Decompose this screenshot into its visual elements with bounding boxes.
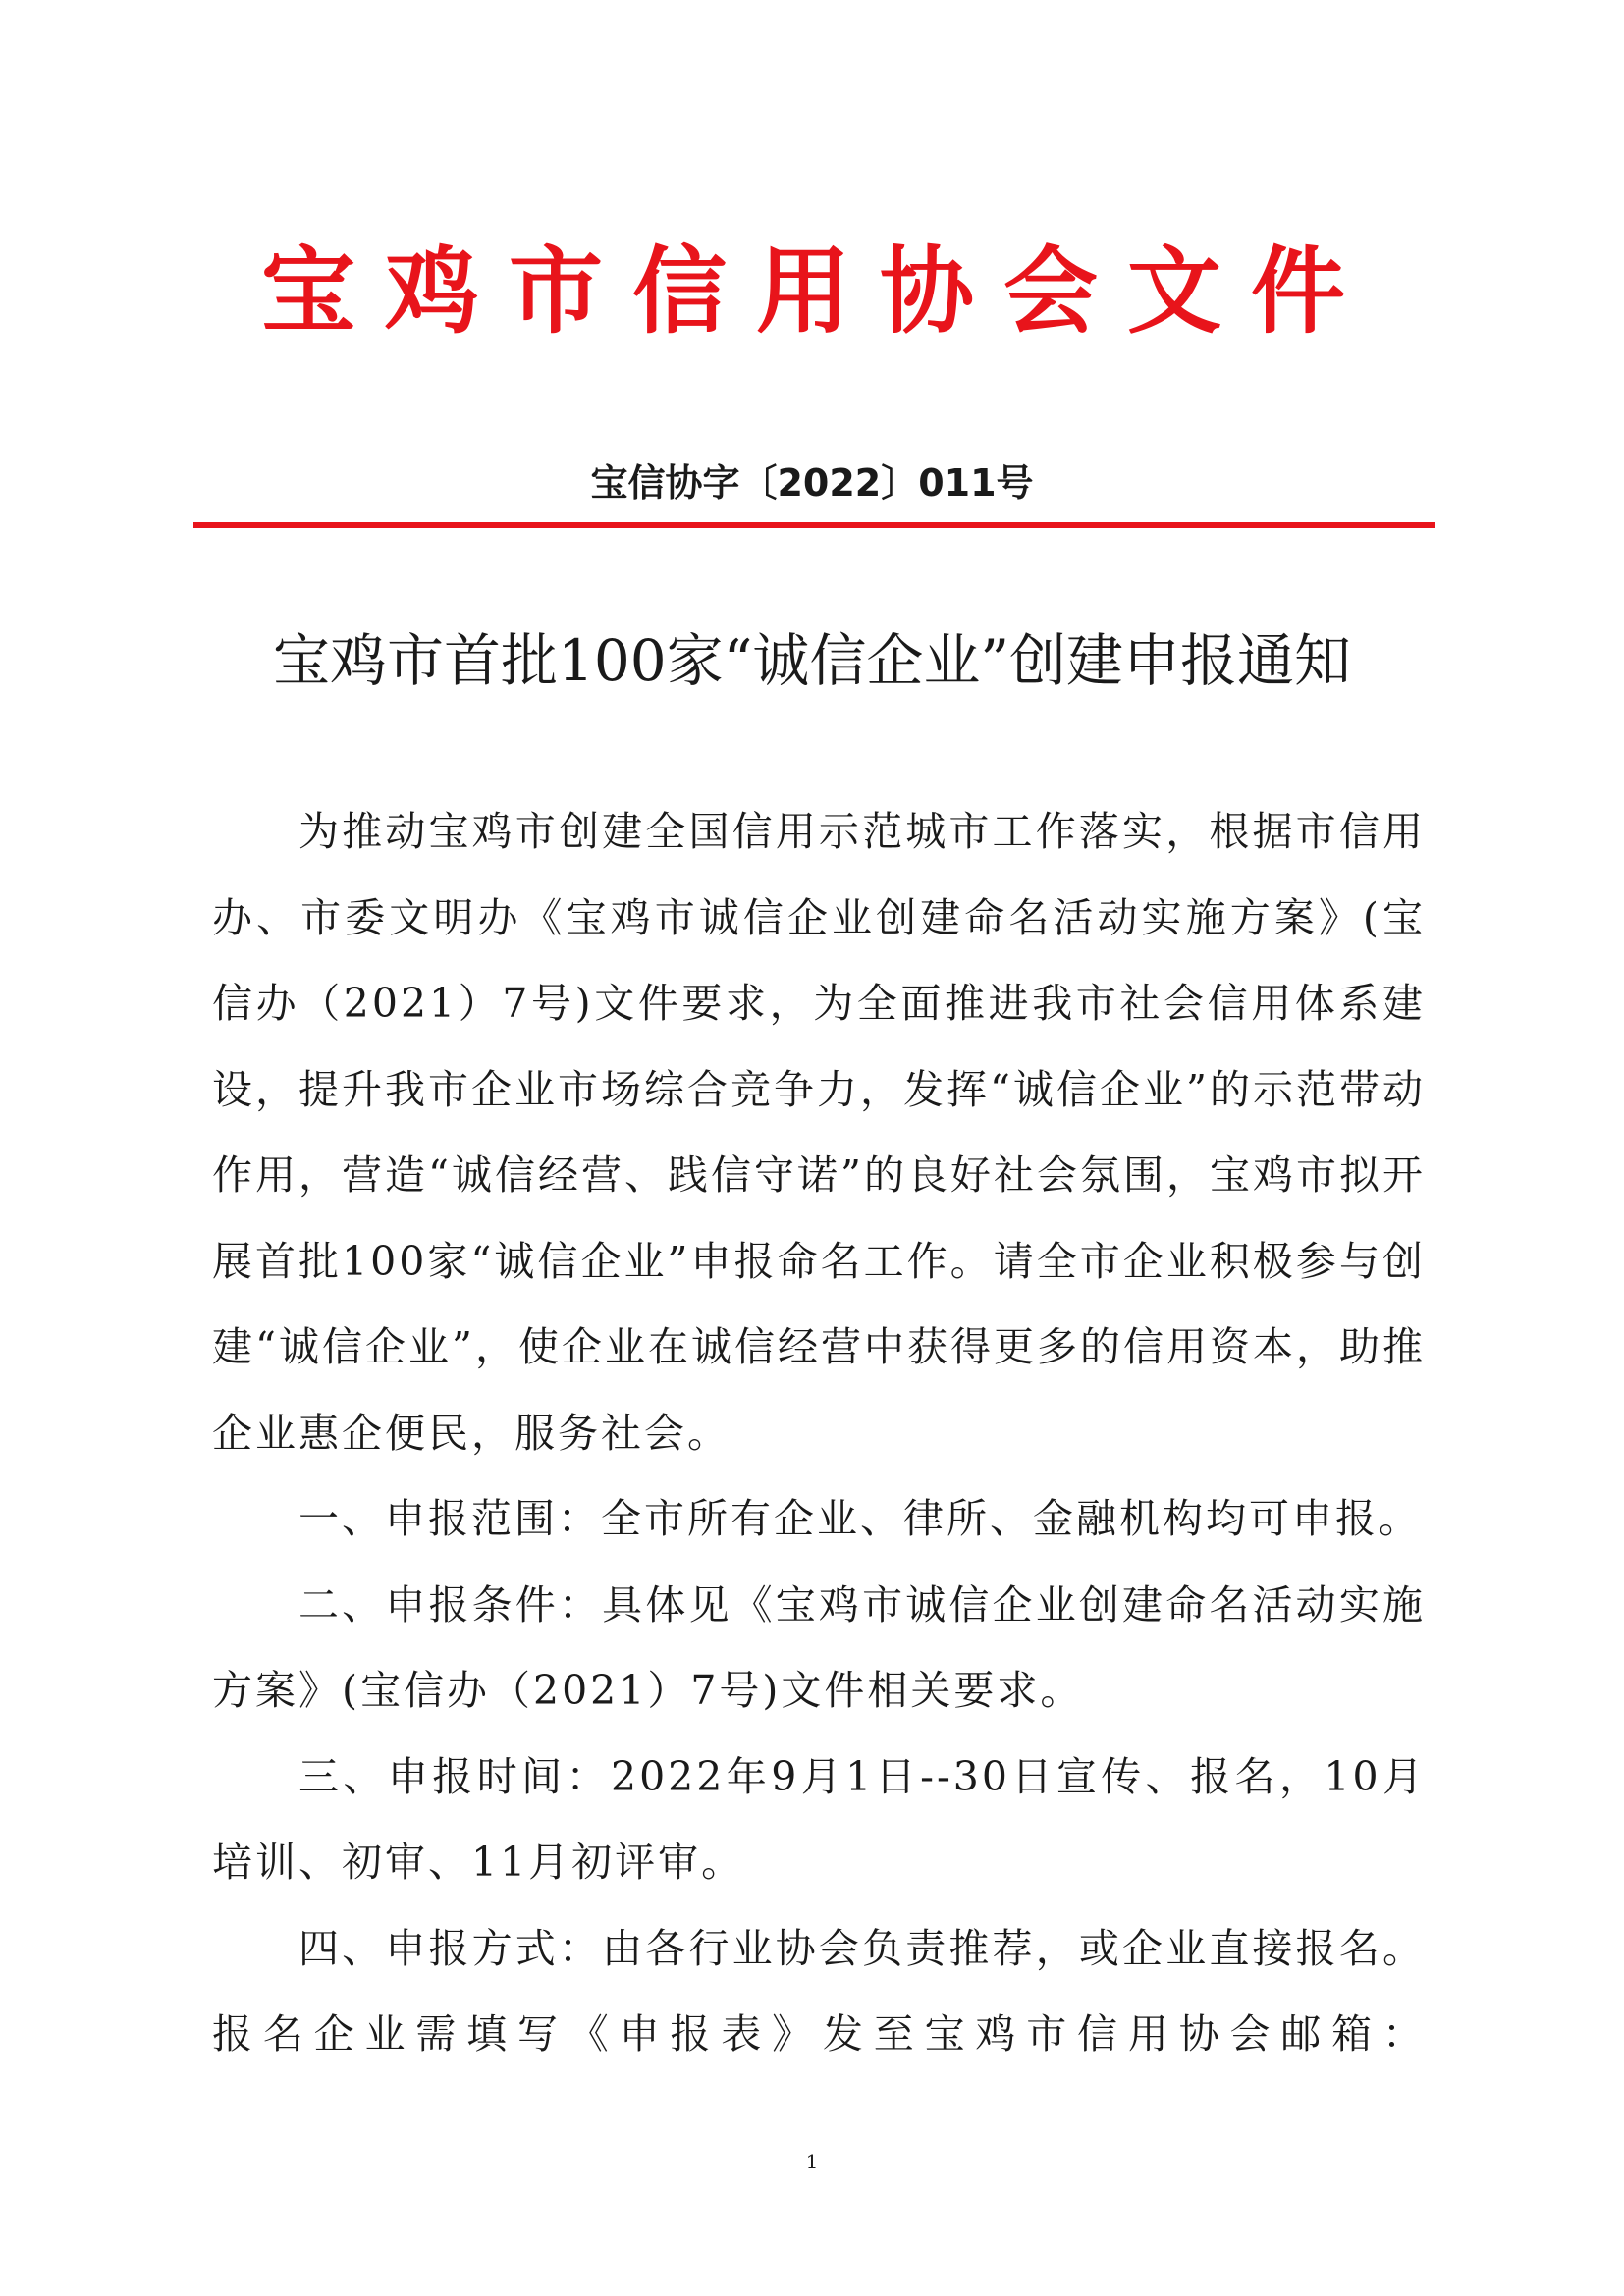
section-timeline: 三、申报时间：2022年9月1日--30日宣传、报名，10月培训、初审、11月初评审。 [212, 1752, 1426, 1886]
document-title: 宝鸡市首批100家“诚信企业”创建申报通知 [272, 627, 1351, 694]
section-conditions: 二、申报条件：具体见《宝鸡市诚信企业创建命名活动实施方案》(宝信办（2021）7号)文件相关要求。 [212, 1580, 1426, 1714]
section-scope: 一、申报范围：全市所有企业、律所、金融机构均可申报。 [298, 1495, 1422, 1542]
issuing-authority-header: 宝鸡市信用协会文件 [261, 237, 1375, 347]
document-body [212, 789, 1426, 2078]
intro-paragraph: 为推动宝鸡市创建全国信用示范城市工作落实，根据市信用办、市委文明办《宝鸡市诚信企业创建命名活动实施方案》(宝信办（2021）7号)文件要求，为全面推进我市社会信用体系建设，提升我市企业市场综合竞争力，发挥“诚信企业”的示范带动作用，营造“诚信经营、践信守诺”的良好社会氛围，宝鸡市拟开展首批100家“诚信企业”申报命名工作。请全市企业积极参与创建“诚信企业”，使企业在诚信经营中获得更多的信用资本，助推企业惠企便民，服务社会。 [212, 808, 1426, 1457]
page-number: 1 [805, 2150, 819, 2173]
section-method: 四、申报方式：由各行业协会负责推荐，或企业直接报名。报名企业需填写《申报表》发至宝鸡市信用协会邮箱： [212, 1924, 1426, 2057]
document-number: 宝信协字〔2022〕011号 [590, 461, 1034, 505]
red-divider-line [193, 522, 1435, 528]
